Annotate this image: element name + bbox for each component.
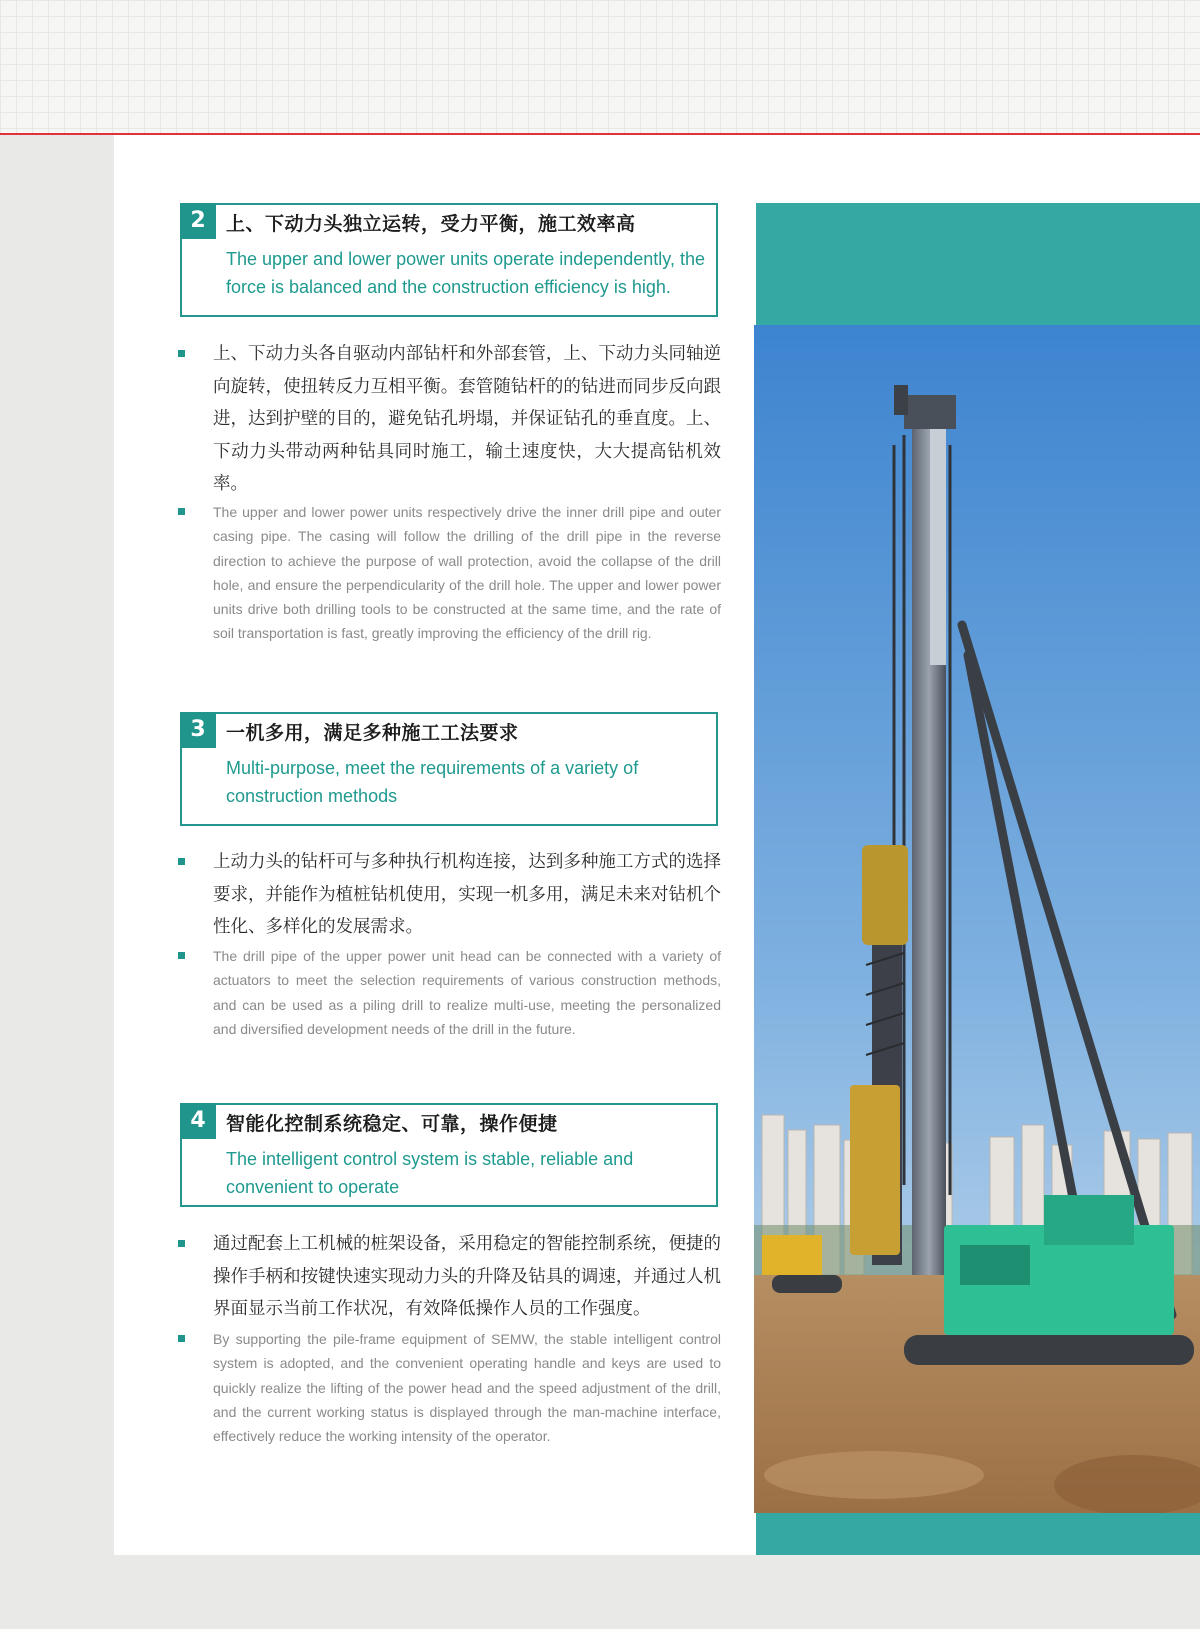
feature-body-cn-2: [176, 338, 721, 501]
feature-body-en-3: [176, 944, 721, 1041]
body-text-en: The upper and lower power units respectively drive the inner drill pipe and outer casing pipe. The casing will follow the drilling of the drill pipe in the reverse direction to achieve the purpose of wall protection, avoid the collapse of the drill hole, and ensure the perpendicularity of the drill hole. The upper and lower power units drive both drilling tools to be constructed at the same time, and the rate of soil transportation is fast, greatly improving the efficiency of the drill rig.: [213, 504, 721, 642]
body-text-en: The drill pipe of the upper power unit head can be connected with a variety of actuators to meet the selection requirements of various construction methods, and can be used as a piling drill to realize multi-use, meeting the personalized and diversified development needs of the drill in the future.: [213, 948, 721, 1037]
feature-title-en: The upper and lower power units operate independently, the force is balanced and the construction efficiency is high.: [226, 249, 705, 297]
drill-rig-photo: [754, 325, 1200, 1513]
feature-title-cn: 一机多用，满足多种施工工法要求: [226, 722, 519, 744]
feature-body-en-4: [176, 1327, 721, 1448]
body-text-en: By supporting the pile-frame equipment of SEMW, the stable intelligent control system is adopted, and the convenient operating handle and keys are used to quickly realize the lifting of the power head and the speed adjustment of the drill, and the current working status is displayed through the man-machine interface, effectively reduce the working intensity of the operator.: [213, 1331, 721, 1445]
feature-body-cn-3: [176, 846, 721, 944]
section-number-badge: 4: [180, 1103, 216, 1139]
feature-body-en-2: [176, 500, 721, 646]
teal-accent-block-bottom: [756, 1513, 1200, 1555]
section-number-badge: 3: [180, 712, 216, 748]
bullet-square-icon: [178, 350, 185, 357]
feature-title-cn: 上、下动力头独立运转，受力平衡，施工效率高: [226, 213, 636, 235]
feature-title-en: Multi-purpose, meet the requirements of a variety of construction methods: [226, 758, 639, 806]
body-text-cn: 通过配套上工机械的桩架设备，采用稳定的智能控制系统，便捷的操作手柄和按键快速实现动力头的升降及钻具的调速，并通过人机界面显示当前工作状况，有效降低操作人员的工作强度。: [213, 1234, 721, 1319]
feature-title-en: The intelligent control system is stable, reliable and convenient to operate: [226, 1149, 634, 1197]
bullet-square-icon: [178, 952, 185, 959]
feature-heading-box-2: [180, 203, 718, 317]
header-grid-band: [0, 0, 1200, 134]
feature-heading-box-3: [180, 712, 718, 826]
teal-accent-block-top: [756, 203, 1200, 327]
feature-body-cn-4: [176, 1228, 721, 1326]
bullet-square-icon: [178, 1240, 185, 1247]
bullet-square-icon: [178, 1335, 185, 1342]
body-text-cn: 上动力头的钻杆可与多种执行机构连接，达到多种施工方式的选择要求，并能作为植桩钻机使用，实现一机多用，满足未来对钻机个性化、多样化的发展需求。: [213, 852, 721, 937]
bullet-square-icon: [178, 858, 185, 865]
section-number-badge: 2: [180, 203, 216, 239]
body-text-cn: 上、下动力头各自驱动内部钻杆和外部套管，上、下动力头同轴逆向旋转，使扭转反力互相平衡。套管随钻杆的的钻进而同步反向跟进，达到护壁的目的，避免钻孔坍塌，并保证钻孔的垂直度。上、下动力头带动两种钻具同时施工，输土速度快，大大提高钻机效率。: [213, 344, 721, 494]
bullet-square-icon: [178, 508, 185, 515]
feature-title-cn: 智能化控制系统稳定、可靠，操作便捷: [226, 1113, 558, 1135]
feature-heading-box-4: [180, 1103, 718, 1207]
